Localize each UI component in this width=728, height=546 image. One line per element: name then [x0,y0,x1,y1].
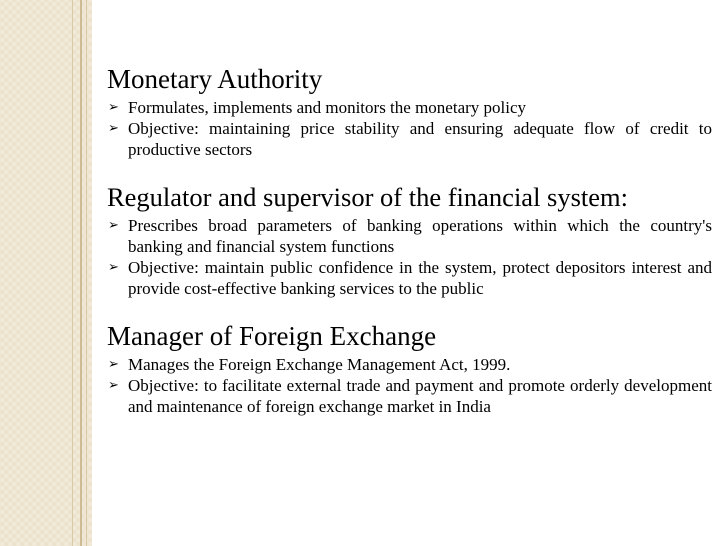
bullet-text: Objective: maintaining price stability and ensuring adequate flow of credit to productive sectors [128,119,712,159]
sidebar-line [86,0,87,546]
bullet-list [107,354,712,417]
section-monetary-authority [107,63,712,160]
section-heading: Regulator and supervisor of the financial system: [107,182,629,212]
list-item [107,375,712,417]
bullet-list [107,215,712,299]
bullet-list [107,97,712,160]
sidebar-line [80,0,82,546]
arrow-bullet-icon: ➢ [108,260,119,275]
bullet-text: Manages the Foreign Exchange Management Act, 1999. [128,355,511,374]
bullet-text: Prescribes broad parameters of banking operations within which the country's banking and financial system functions [128,216,712,256]
decorative-sidebar [0,0,92,546]
bullet-text: Objective: maintain public confidence in the system, protect depositors interest and provide cost-effective banking services to the public [128,258,712,298]
list-item [107,97,712,118]
arrow-bullet-icon: ➢ [108,100,119,115]
list-item [107,215,712,257]
sidebar-line [72,0,73,546]
section-heading: Manager of Foreign Exchange [107,321,437,351]
arrow-bullet-icon: ➢ [108,357,119,372]
arrow-bullet-icon: ➢ [108,378,119,393]
section-regulator-supervisor [107,181,712,299]
slide-content [107,63,712,438]
arrow-bullet-icon: ➢ [108,218,119,233]
list-item [107,257,712,299]
bullet-text: Objective: to facilitate external trade and payment and promote orderly development and maintenance of foreign exchange market in India [128,376,712,416]
section-foreign-exchange [107,320,712,417]
bullet-text: Formulates, implements and monitors the monetary policy [128,98,527,117]
list-item [107,354,712,375]
arrow-bullet-icon: ➢ [108,121,119,136]
list-item [107,118,712,160]
section-heading: Monetary Authority [107,64,323,94]
